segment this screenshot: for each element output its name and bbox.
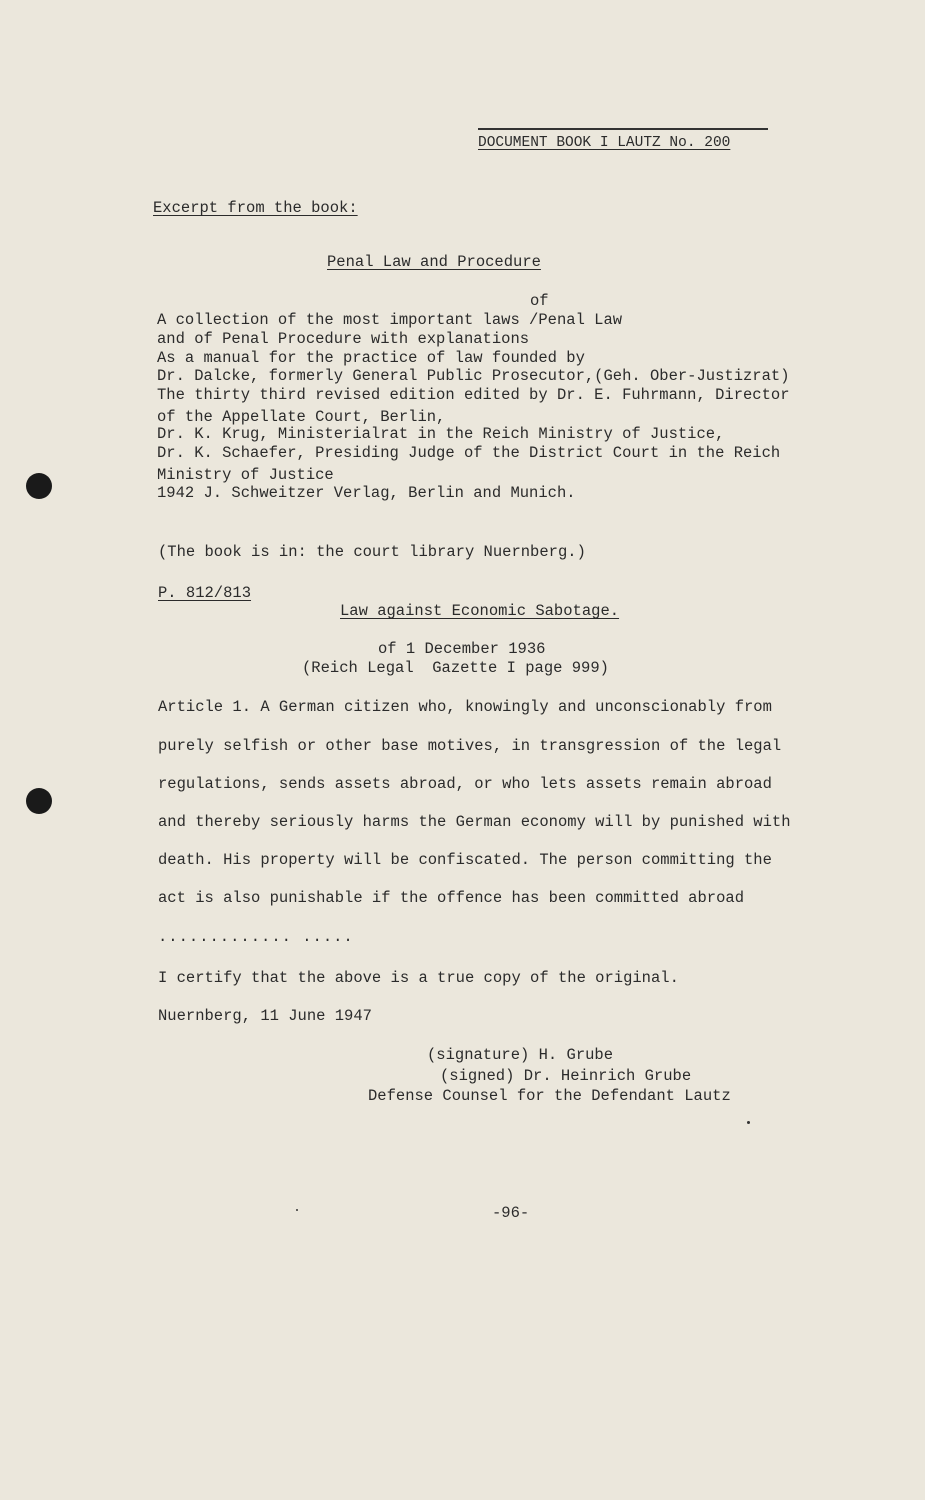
law-date: of 1 December 1936 bbox=[378, 640, 546, 658]
article-line: regulations, sends assets abroad, or who lets assets remain abroad bbox=[158, 775, 772, 793]
book-description-line: Dr. Dalcke, formerly General Public Prosecutor,(Geh. Ober-Justizrat) bbox=[157, 367, 790, 385]
book-title: Penal Law and Procedure bbox=[327, 253, 541, 271]
book-description-line: Ministry of Justice bbox=[157, 466, 334, 484]
law-title: Law against Economic Sabotage. bbox=[340, 602, 620, 620]
page-number: -96- bbox=[492, 1204, 530, 1222]
book-description-line: of the Appellate Court, Berlin, bbox=[157, 408, 446, 426]
certification-statement: I certify that the above is a true copy of the original. bbox=[158, 969, 679, 987]
signed-line: (signed) Dr. Heinrich Grube bbox=[440, 1067, 692, 1085]
book-description-line: and of Penal Procedure with explanations bbox=[157, 330, 530, 348]
ink-speck bbox=[296, 1209, 298, 1211]
book-description-line: A collection of the most important laws /Penal Law bbox=[157, 311, 623, 329]
excerpt-label: Excerpt from the book: bbox=[153, 199, 358, 217]
document-reference: DOCUMENT BOOK I LAUTZ No. 200 bbox=[478, 135, 731, 151]
punch-hole-top bbox=[26, 473, 52, 499]
certification-place-date: Nuernberg, 11 June 1947 bbox=[158, 1007, 372, 1025]
article-line: Article 1. A German citizen who, knowingly and unconscionably from bbox=[158, 698, 772, 716]
omission-ellipsis: ............. ..... bbox=[158, 928, 354, 946]
book-description-line: Dr. K. Schaefer, Presiding Judge of the District Court in the Reich bbox=[157, 444, 781, 462]
book-description-line: As a manual for the practice of law founded by bbox=[157, 349, 585, 367]
article-line: act is also punishable if the offence has been committed abroad bbox=[158, 889, 744, 907]
header-rule bbox=[478, 128, 768, 130]
book-of: of bbox=[530, 292, 549, 310]
page-reference: P. 812/813 bbox=[158, 584, 252, 602]
ink-speck bbox=[747, 1121, 750, 1124]
article-line: death. His property will be confiscated. The person committing the bbox=[158, 851, 772, 869]
punch-hole-bottom bbox=[26, 788, 52, 814]
book-description-line: 1942 J. Schweitzer Verlag, Berlin and Munich. bbox=[157, 484, 576, 502]
article-line: purely selfish or other base motives, in transgression of the legal bbox=[158, 737, 782, 755]
signature-line: (signature) H. Grube bbox=[427, 1046, 614, 1064]
article-line: and thereby seriously harms the German economy will by punished with bbox=[158, 813, 791, 831]
book-description-line: Dr. K. Krug, Ministerialrat in the Reich Ministry of Justice, bbox=[157, 425, 725, 443]
law-gazette: (Reich Legal Gazette I page 999) bbox=[302, 659, 609, 677]
book-location-note: (The book is in: the court library Nuernberg.) bbox=[158, 543, 586, 561]
book-description-line: The thirty third revised edition edited by Dr. E. Fuhrmann, Director bbox=[157, 386, 790, 404]
counsel-role-line: Defense Counsel for the Defendant Lautz bbox=[368, 1087, 731, 1105]
